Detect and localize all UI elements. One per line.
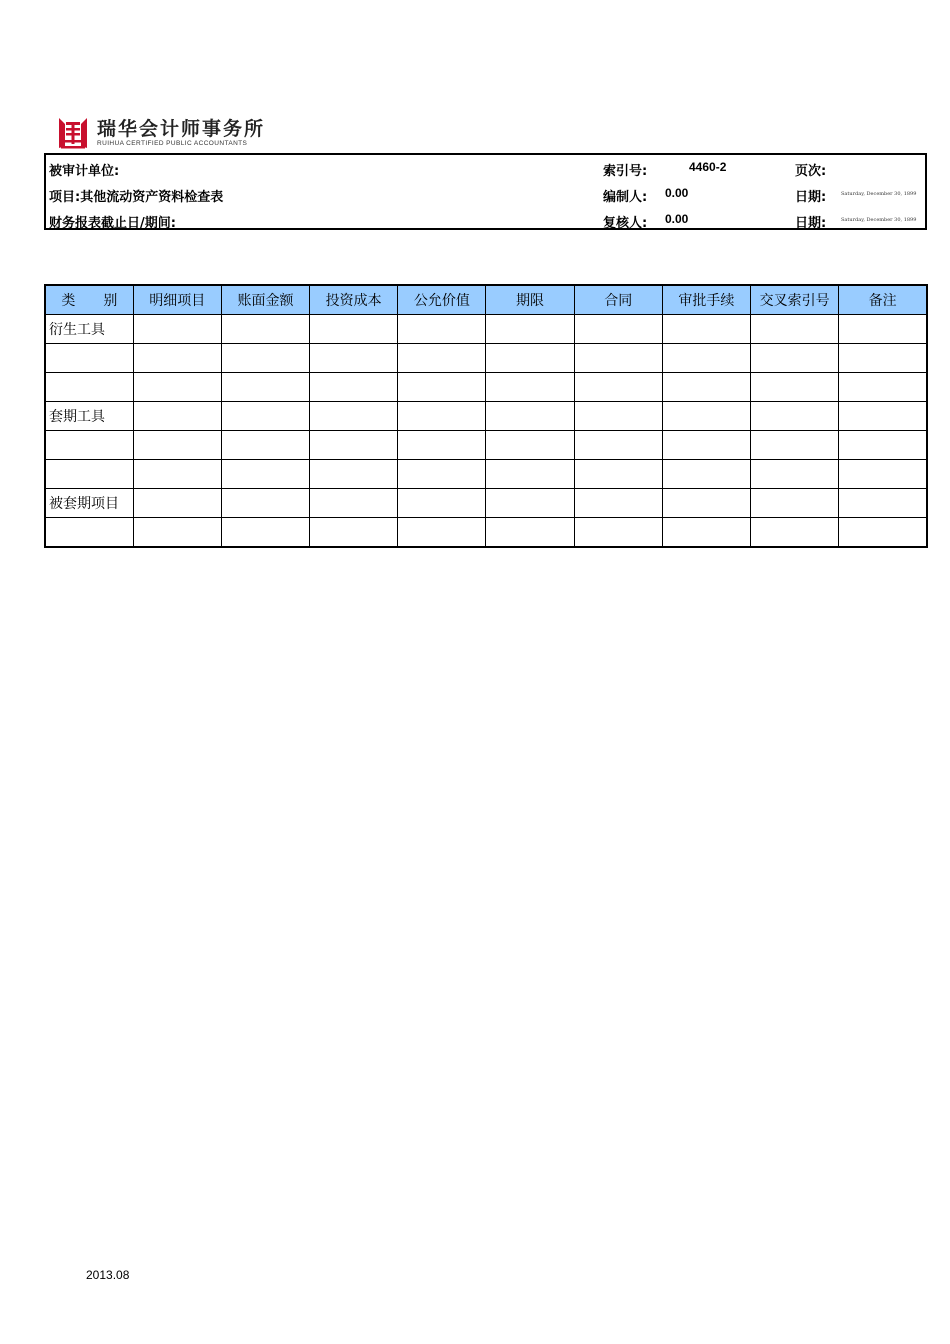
table-cell[interactable] xyxy=(310,489,398,518)
table-cell[interactable] xyxy=(310,344,398,373)
column-header: 备注 xyxy=(839,285,927,315)
table-cell[interactable] xyxy=(398,315,486,344)
column-header: 交叉索引号 xyxy=(751,285,839,315)
table-cell[interactable] xyxy=(751,460,839,489)
table-cell[interactable] xyxy=(839,373,927,402)
table-cell[interactable] xyxy=(839,460,927,489)
table-cell[interactable] xyxy=(486,315,574,344)
table-cell[interactable] xyxy=(486,431,574,460)
preparer-value: 0.00 xyxy=(665,186,689,200)
index-value: 4460-2 xyxy=(689,160,727,174)
table-cell[interactable] xyxy=(310,460,398,489)
table-cell[interactable] xyxy=(133,460,221,489)
worksheet-header xyxy=(44,153,927,230)
reviewer-value: 0.00 xyxy=(665,212,689,226)
table-cell[interactable] xyxy=(839,431,927,460)
table-cell[interactable] xyxy=(486,402,574,431)
table-cell[interactable] xyxy=(221,315,309,344)
header-row-3 xyxy=(46,208,925,232)
table-header-row xyxy=(45,285,927,315)
table-cell[interactable] xyxy=(662,518,750,548)
table-cell[interactable] xyxy=(310,518,398,548)
table-cell[interactable] xyxy=(751,315,839,344)
inspection-table xyxy=(44,284,928,548)
table-row xyxy=(45,518,927,548)
firm-logo xyxy=(55,116,317,150)
table-cell[interactable] xyxy=(574,315,662,344)
category-cell[interactable]: 被套期项目 xyxy=(45,489,133,518)
table-cell[interactable] xyxy=(662,315,750,344)
table-cell[interactable] xyxy=(662,431,750,460)
column-header: 类 别 xyxy=(45,285,133,315)
firm-name-cn: 瑞华会计师事务所 xyxy=(97,118,266,140)
table-cell[interactable] xyxy=(486,373,574,402)
table-cell[interactable] xyxy=(310,315,398,344)
column-header: 投资成本 xyxy=(310,285,398,315)
table-cell[interactable] xyxy=(574,402,662,431)
table-cell[interactable] xyxy=(751,489,839,518)
table-cell[interactable] xyxy=(221,489,309,518)
table-cell[interactable] xyxy=(839,489,927,518)
table-row xyxy=(45,315,927,344)
table-cell[interactable] xyxy=(839,518,927,548)
table-cell[interactable] xyxy=(751,431,839,460)
table-cell[interactable] xyxy=(398,489,486,518)
table-cell[interactable] xyxy=(221,460,309,489)
table-cell[interactable] xyxy=(398,402,486,431)
firm-name-en: RUIHUA CERTIFIED PUBLIC ACCOUNTANTS xyxy=(97,140,248,147)
column-header: 审批手续 xyxy=(662,285,750,315)
header-row-2 xyxy=(46,182,925,206)
table-cell[interactable] xyxy=(133,315,221,344)
table-cell[interactable] xyxy=(398,344,486,373)
period-label: 财务报表截止日/期间: xyxy=(49,216,176,231)
category-cell[interactable]: 套期工具 xyxy=(45,402,133,431)
table-cell[interactable] xyxy=(133,489,221,518)
audited-unit-label: 被审计单位: xyxy=(49,164,120,179)
table-cell[interactable] xyxy=(751,402,839,431)
page-label: 页次: xyxy=(795,164,827,179)
table-cell[interactable] xyxy=(574,431,662,460)
table-cell[interactable] xyxy=(133,518,221,548)
table-cell[interactable] xyxy=(221,373,309,402)
index-label: 索引号: xyxy=(603,164,648,179)
table-row xyxy=(45,489,927,518)
table-cell[interactable] xyxy=(486,489,574,518)
date-value-1: Saturday, December 30, 1899 xyxy=(841,191,917,197)
table-body xyxy=(45,315,927,548)
category-cell[interactable] xyxy=(45,431,133,460)
table-cell[interactable] xyxy=(662,373,750,402)
table-cell[interactable] xyxy=(221,402,309,431)
date-label-1: 日期: xyxy=(795,190,827,205)
table-cell[interactable] xyxy=(574,518,662,548)
column-header: 期限 xyxy=(486,285,574,315)
table-cell[interactable] xyxy=(133,402,221,431)
table-row xyxy=(45,402,927,431)
category-cell[interactable] xyxy=(45,460,133,489)
reviewer-label: 复核人: xyxy=(603,216,648,231)
version-footer: 2013.08 xyxy=(86,1268,130,1282)
table-cell[interactable] xyxy=(839,402,927,431)
table-row xyxy=(45,431,927,460)
table-cell[interactable] xyxy=(133,431,221,460)
table-cell[interactable] xyxy=(398,518,486,548)
table-cell[interactable] xyxy=(751,518,839,548)
firm-logo-mark-icon xyxy=(55,116,91,150)
column-header: 账面金额 xyxy=(221,285,309,315)
table-cell[interactable] xyxy=(486,344,574,373)
table-cell[interactable] xyxy=(398,460,486,489)
table-row xyxy=(45,460,927,489)
header-row-1 xyxy=(46,156,925,180)
table-cell[interactable] xyxy=(574,373,662,402)
category-cell[interactable] xyxy=(45,344,133,373)
table-cell[interactable] xyxy=(751,373,839,402)
table-cell[interactable] xyxy=(574,460,662,489)
table-cell[interactable] xyxy=(133,344,221,373)
table-cell[interactable] xyxy=(310,373,398,402)
column-header: 明细项目 xyxy=(133,285,221,315)
table-cell[interactable] xyxy=(662,489,750,518)
table-cell[interactable] xyxy=(486,460,574,489)
table-cell[interactable] xyxy=(133,373,221,402)
table-row xyxy=(45,344,927,373)
table-cell[interactable] xyxy=(310,402,398,431)
table-cell[interactable] xyxy=(221,518,309,548)
table-cell[interactable] xyxy=(839,344,927,373)
category-cell[interactable] xyxy=(45,518,133,548)
category-cell[interactable] xyxy=(45,373,133,402)
column-header: 合同 xyxy=(574,285,662,315)
project-label: 项目:其他流动资产资料检查表 xyxy=(49,190,224,205)
table-cell[interactable] xyxy=(221,344,309,373)
column-header: 公允价值 xyxy=(398,285,486,315)
table-cell[interactable] xyxy=(662,460,750,489)
preparer-label: 编制人: xyxy=(603,190,648,205)
table-cell[interactable] xyxy=(574,344,662,373)
table-row xyxy=(45,373,927,402)
table-cell[interactable] xyxy=(574,489,662,518)
date-value-2: Saturday, December 30, 1899 xyxy=(841,217,917,223)
table-cell[interactable] xyxy=(310,431,398,460)
date-label-2: 日期: xyxy=(795,216,827,231)
table-cell[interactable] xyxy=(751,344,839,373)
table-cell[interactable] xyxy=(398,431,486,460)
category-cell[interactable]: 衍生工具 xyxy=(45,315,133,344)
table-cell[interactable] xyxy=(662,344,750,373)
table-cell[interactable] xyxy=(839,315,927,344)
table-cell[interactable] xyxy=(221,431,309,460)
table-cell[interactable] xyxy=(662,402,750,431)
table-cell[interactable] xyxy=(486,518,574,548)
table-cell[interactable] xyxy=(398,373,486,402)
